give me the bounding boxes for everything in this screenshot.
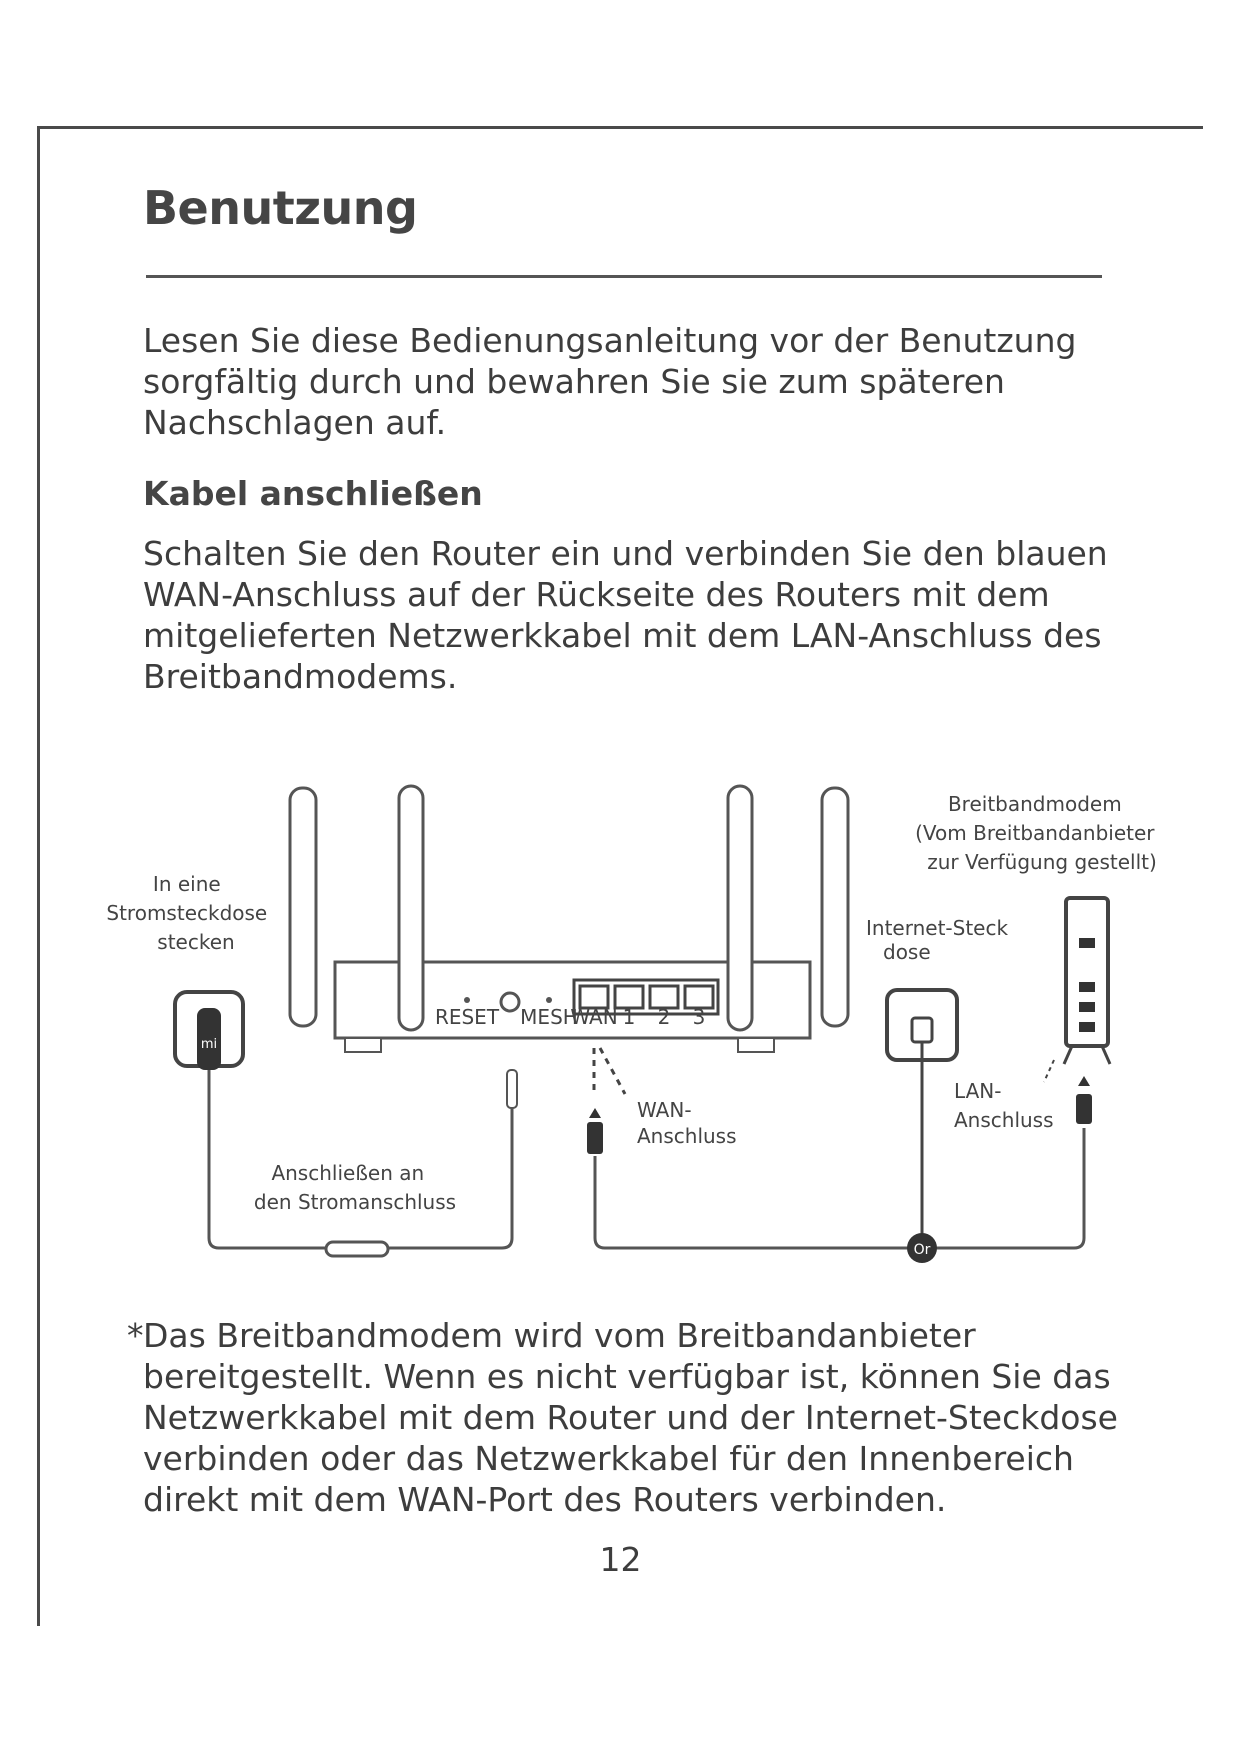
antenna-outer-right [822, 788, 848, 1026]
footnote-line-1: Das Breitbandmodem wird vom Breitbandanbieter [143, 1316, 976, 1355]
or-label: Or [913, 1242, 931, 1258]
plug-logo: mi [200, 1037, 218, 1052]
port-label-3: 3 [692, 1005, 706, 1029]
page-title: Benutzung [143, 181, 418, 235]
footnote-rest: bereitgestellt. Wenn es nicht verfügbar ist, können Sie das Netzwerkkabel mit dem Router und der Internet-Steckdose verbinden oder das Netzwerkkabel für den Innenbereich direkt mit dem WAN-Port des Routers verbinden. [143, 1357, 1118, 1519]
socket-label: In eine Stromsteckdose stecken [106, 872, 268, 954]
footnote-marker: * [127, 1316, 144, 1355]
lan-cable-plug [1076, 1094, 1092, 1124]
lan-label: LAN- Anschluss [954, 1079, 1054, 1132]
power-cable [209, 1070, 512, 1248]
section-heading: Kabel anschließen [143, 474, 483, 513]
power-label: Anschließen an den Stromanschluss [253, 1161, 457, 1214]
wan-cable-plug [587, 1122, 603, 1154]
port-label-mesh: MESH [520, 1005, 578, 1029]
power-adapter [175, 992, 243, 1070]
footnote [127, 1315, 1167, 1520]
wan-label: WAN- Anschluss [637, 1098, 737, 1148]
power-button-icon [501, 993, 519, 1011]
port-label-2: 2 [657, 1005, 671, 1029]
cable-instructions: Schalten Sie den Router ein und verbinden Sie den blauen WAN-Anschluss auf der Rückseite des Routers mit dem mitgelieferten Netzwerkkabel mit dem LAN-Anschluss des Breitbandmodems. [143, 534, 1108, 696]
internet-socket-label: Internet-Steck dose [866, 916, 1009, 964]
port-label-reset: RESET [434, 1005, 500, 1029]
port-label-1: 1 [622, 1005, 636, 1029]
router [290, 786, 848, 1052]
modem-label: Breitbandmodem (Vom Breitbandanbieter zur Verfügung gestellt) [915, 792, 1157, 874]
antenna-inner-right [728, 786, 752, 1030]
mesh-button-icon [546, 997, 552, 1003]
broadband-modem [1064, 898, 1110, 1064]
port-label-wan: WAN [570, 1005, 618, 1029]
antenna-inner-left [399, 786, 423, 1030]
intro-paragraph: Lesen Sie diese Bedienungsanleitung vor der Benutzung sorgfältig durch und bewahren Sie sie zum späteren Nachschlagen auf. [143, 321, 1077, 442]
antenna-outer-left [290, 788, 316, 1026]
page-number: 12 [599, 1540, 642, 1579]
reset-button-icon [464, 997, 470, 1003]
